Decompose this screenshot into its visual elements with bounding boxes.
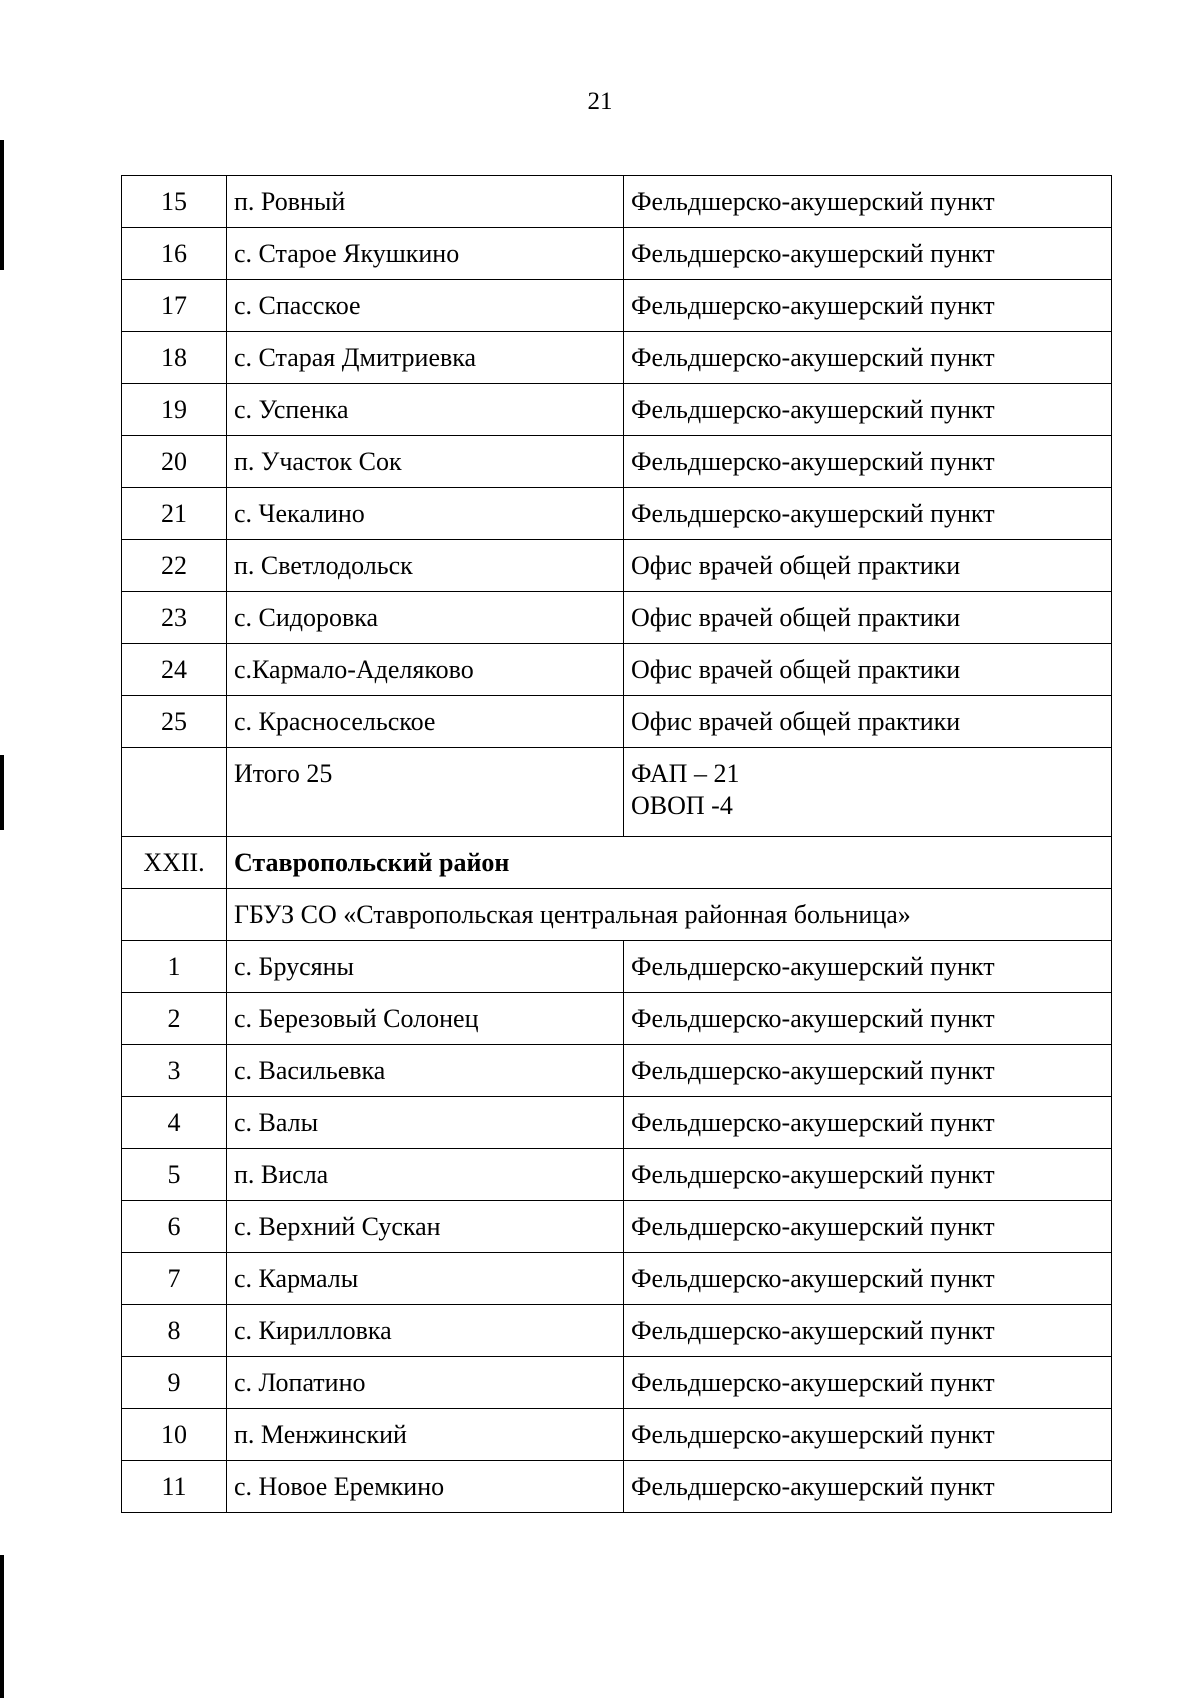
hospital-name: ГБУЗ СО «Ставропольская центральная районная больница» [227, 889, 1112, 941]
settlement-name: с. Чекалино [227, 488, 624, 540]
settlement-name: с. Спасское [227, 280, 624, 332]
total-label: Итого 25 [227, 748, 624, 837]
settlement-name: с. Брусяны [227, 941, 624, 993]
table-body-summary [122, 748, 1112, 941]
row-number: 15 [122, 176, 227, 228]
page-number: 21 [587, 88, 613, 115]
facility-type: Фельдшерско-акушерский пункт [624, 941, 1112, 993]
total-breakdown [624, 748, 1112, 837]
table-row [122, 1201, 1112, 1253]
row-number: 22 [122, 540, 227, 592]
settlement-name: с. Кармалы [227, 1253, 624, 1305]
table-row [122, 384, 1112, 436]
scan-edge-mark [0, 140, 4, 270]
facility-type: Офис врачей общей практики [624, 540, 1112, 592]
row-number: 18 [122, 332, 227, 384]
settlement-name: с. Старое Якушкино [227, 228, 624, 280]
settlement-name: с. Успенка [227, 384, 624, 436]
facility-type: Фельдшерско-акушерский пункт [624, 1201, 1112, 1253]
facility-type: Фельдшерско-акушерский пункт [624, 1253, 1112, 1305]
row-number: 20 [122, 436, 227, 488]
row-number: 4 [122, 1097, 227, 1149]
facility-type: Фельдшерско-акушерский пункт [624, 1305, 1112, 1357]
settlement-name: п. Светлодольск [227, 540, 624, 592]
row-number: 17 [122, 280, 227, 332]
total-fap: ФАП – 21 [631, 759, 740, 788]
settlement-name: с. Лопатино [227, 1357, 624, 1409]
row-number: 10 [122, 1409, 227, 1461]
facility-type: Офис врачей общей практики [624, 644, 1112, 696]
facility-type: Фельдшерско-акушерский пункт [624, 1097, 1112, 1149]
row-number: 3 [122, 1045, 227, 1097]
facility-type: Фельдшерско-акушерский пункт [624, 1461, 1112, 1513]
section-row [122, 837, 1112, 889]
settlement-name: с. Новое Еремкино [227, 1461, 624, 1513]
table-row [122, 941, 1112, 993]
row-number: 8 [122, 1305, 227, 1357]
settlement-name: с. Валы [227, 1097, 624, 1149]
total-ovop: ОВОП -4 [631, 791, 733, 820]
hospital-row [122, 889, 1112, 941]
table-row [122, 1461, 1112, 1513]
settlement-name: с. Верхний Сускан [227, 1201, 624, 1253]
total-row [122, 748, 1112, 837]
facility-type: Фельдшерско-акушерский пункт [624, 993, 1112, 1045]
row-number: 19 [122, 384, 227, 436]
table-row [122, 1253, 1112, 1305]
settlement-name: п. Ровный [227, 176, 624, 228]
total-num-cell [122, 748, 227, 837]
settlement-name: с.Кармало-Аделяково [227, 644, 624, 696]
table-body-bottom [122, 941, 1112, 1513]
facility-type: Фельдшерско-акушерский пункт [624, 436, 1112, 488]
settlement-name: с. Васильевка [227, 1045, 624, 1097]
row-number: 24 [122, 644, 227, 696]
hospital-num-cell [122, 889, 227, 941]
settlement-name: с. Березовый Солонец [227, 993, 624, 1045]
table-row [122, 592, 1112, 644]
table-row [122, 1045, 1112, 1097]
facility-type: Фельдшерско-акушерский пункт [624, 176, 1112, 228]
row-number: 9 [122, 1357, 227, 1409]
facility-type: Офис врачей общей практики [624, 592, 1112, 644]
row-number: 2 [122, 993, 227, 1045]
row-number: 5 [122, 1149, 227, 1201]
table-row [122, 1357, 1112, 1409]
facility-type: Фельдшерско-акушерский пункт [624, 228, 1112, 280]
settlement-name: с. Кирилловка [227, 1305, 624, 1357]
section-title: Ставропольский район [227, 837, 1112, 889]
row-number: 16 [122, 228, 227, 280]
row-number: 21 [122, 488, 227, 540]
table-row [122, 696, 1112, 748]
row-number: 23 [122, 592, 227, 644]
table-row [122, 1097, 1112, 1149]
settlement-name: с. Сидоровка [227, 592, 624, 644]
table-row [122, 993, 1112, 1045]
section-number: XXII. [122, 837, 227, 889]
row-number: 6 [122, 1201, 227, 1253]
facility-type: Фельдшерско-акушерский пункт [624, 488, 1112, 540]
row-number: 11 [122, 1461, 227, 1513]
facility-type: Фельдшерско-акушерский пункт [624, 1357, 1112, 1409]
settlement-name: п. Менжинский [227, 1409, 624, 1461]
settlement-name: п. Участок Сок [227, 436, 624, 488]
table-row [122, 488, 1112, 540]
row-number: 7 [122, 1253, 227, 1305]
row-number: 25 [122, 696, 227, 748]
settlement-name: п. Висла [227, 1149, 624, 1201]
table-row [122, 332, 1112, 384]
facility-type: Фельдшерско-акушерский пункт [624, 280, 1112, 332]
facility-type: Офис врачей общей практики [624, 696, 1112, 748]
facilities-table [121, 175, 1112, 1513]
facility-type: Фельдшерско-акушерский пункт [624, 1045, 1112, 1097]
settlement-name: с. Красносельское [227, 696, 624, 748]
settlement-name: с. Старая Дмитриевка [227, 332, 624, 384]
scan-edge-mark [0, 1555, 4, 1698]
table-row [122, 436, 1112, 488]
scan-edge-mark [0, 755, 4, 830]
table-row [122, 644, 1112, 696]
table-row [122, 540, 1112, 592]
facility-type: Фельдшерско-акушерский пункт [624, 1149, 1112, 1201]
table-row [122, 1409, 1112, 1461]
table-row [122, 1305, 1112, 1357]
facility-type: Фельдшерско-акушерский пункт [624, 1409, 1112, 1461]
table-row [122, 280, 1112, 332]
facility-type: Фельдшерско-акушерский пункт [624, 384, 1112, 436]
table-row [122, 176, 1112, 228]
row-number: 1 [122, 941, 227, 993]
table-body-top [122, 176, 1112, 748]
table-row [122, 228, 1112, 280]
table-row [122, 1149, 1112, 1201]
facility-type: Фельдшерско-акушерский пункт [624, 332, 1112, 384]
